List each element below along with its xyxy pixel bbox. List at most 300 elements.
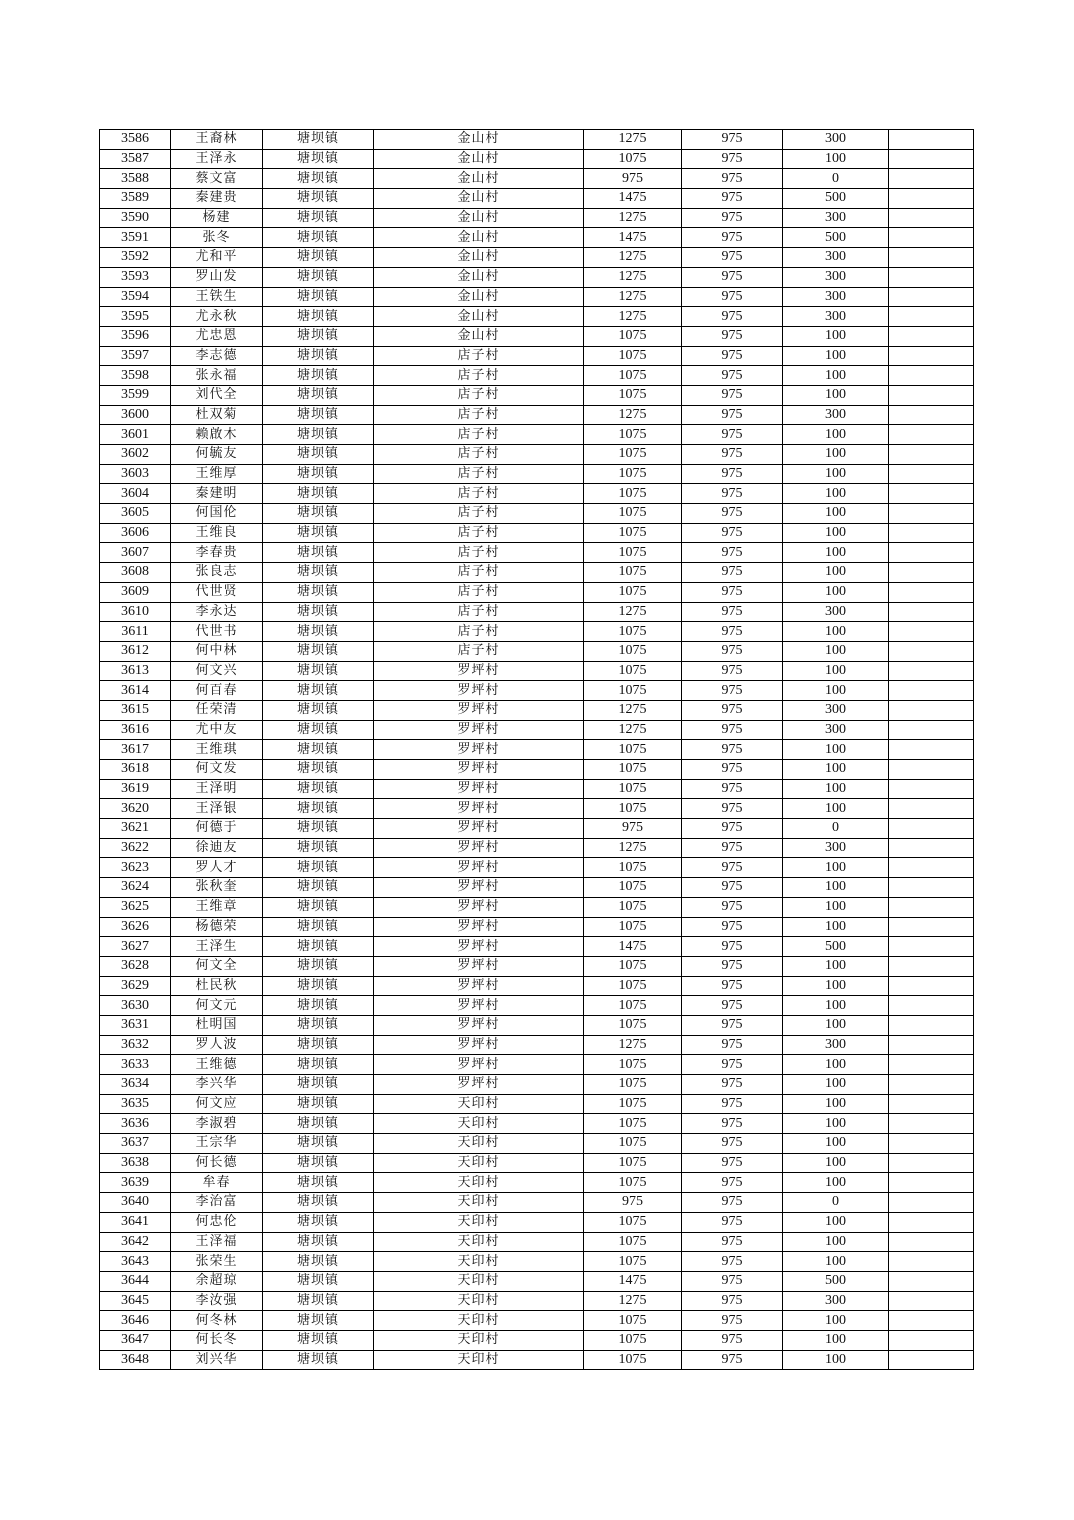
cell-amount-base: 975 bbox=[682, 307, 783, 327]
cell-amount-difference: 0 bbox=[783, 169, 889, 189]
cell-name: 李淑碧 bbox=[171, 1114, 263, 1134]
cell-row-number: 3604 bbox=[100, 484, 171, 504]
cell-remark bbox=[889, 425, 974, 445]
cell-amount-base: 975 bbox=[682, 445, 783, 465]
cell-town: 塘坝镇 bbox=[263, 405, 374, 425]
cell-remark bbox=[889, 1075, 974, 1095]
cell-village: 金山村 bbox=[374, 169, 584, 189]
cell-remark bbox=[889, 307, 974, 327]
cell-remark bbox=[889, 681, 974, 701]
cell-name: 何文兴 bbox=[171, 661, 263, 681]
cell-row-number: 3647 bbox=[100, 1330, 171, 1350]
table-row bbox=[100, 720, 974, 740]
cell-amount-difference: 500 bbox=[783, 189, 889, 209]
cell-name: 尤忠恩 bbox=[171, 326, 263, 346]
cell-amount-difference: 300 bbox=[783, 700, 889, 720]
cell-town: 塘坝镇 bbox=[263, 641, 374, 661]
cell-amount-difference: 300 bbox=[783, 602, 889, 622]
cell-row-number: 3629 bbox=[100, 976, 171, 996]
cell-village: 店子村 bbox=[374, 504, 584, 524]
cell-name: 李治富 bbox=[171, 1193, 263, 1213]
table-row bbox=[100, 819, 974, 839]
cell-amount-total: 1275 bbox=[584, 602, 682, 622]
cell-name: 杨德荣 bbox=[171, 917, 263, 937]
cell-town: 塘坝镇 bbox=[263, 917, 374, 937]
cell-row-number: 3601 bbox=[100, 425, 171, 445]
cell-amount-difference: 100 bbox=[783, 779, 889, 799]
cell-name: 王维德 bbox=[171, 1055, 263, 1075]
cell-row-number: 3630 bbox=[100, 996, 171, 1016]
cell-village: 天印村 bbox=[374, 1212, 584, 1232]
cell-row-number: 3623 bbox=[100, 858, 171, 878]
cell-name: 李永达 bbox=[171, 602, 263, 622]
table-row bbox=[100, 1094, 974, 1114]
cell-amount-difference: 100 bbox=[783, 1252, 889, 1272]
cell-amount-base: 975 bbox=[682, 1173, 783, 1193]
table-row bbox=[100, 1075, 974, 1095]
cell-amount-total: 1075 bbox=[584, 799, 682, 819]
cell-remark bbox=[889, 976, 974, 996]
cell-remark bbox=[889, 1193, 974, 1213]
cell-row-number: 3597 bbox=[100, 346, 171, 366]
cell-name: 张良志 bbox=[171, 563, 263, 583]
cell-amount-difference: 300 bbox=[783, 1291, 889, 1311]
cell-village: 罗坪村 bbox=[374, 779, 584, 799]
cell-amount-base: 975 bbox=[682, 464, 783, 484]
cell-town: 塘坝镇 bbox=[263, 1350, 374, 1370]
cell-row-number: 3622 bbox=[100, 838, 171, 858]
cell-remark bbox=[889, 1134, 974, 1154]
cell-row-number: 3618 bbox=[100, 760, 171, 780]
cell-remark bbox=[889, 1055, 974, 1075]
cell-amount-total: 1275 bbox=[584, 405, 682, 425]
cell-row-number: 3637 bbox=[100, 1134, 171, 1154]
table-row bbox=[100, 700, 974, 720]
cell-amount-total: 1075 bbox=[584, 1311, 682, 1331]
cell-amount-base: 975 bbox=[682, 1094, 783, 1114]
cell-village: 金山村 bbox=[374, 267, 584, 287]
cell-name: 何长冬 bbox=[171, 1330, 263, 1350]
cell-amount-difference: 300 bbox=[783, 287, 889, 307]
cell-row-number: 3589 bbox=[100, 189, 171, 209]
cell-row-number: 3603 bbox=[100, 464, 171, 484]
cell-amount-total: 1075 bbox=[584, 681, 682, 701]
cell-amount-difference: 100 bbox=[783, 858, 889, 878]
cell-name: 王泽明 bbox=[171, 779, 263, 799]
cell-name: 何毓友 bbox=[171, 445, 263, 465]
cell-row-number: 3626 bbox=[100, 917, 171, 937]
cell-row-number: 3588 bbox=[100, 169, 171, 189]
cell-village: 店子村 bbox=[374, 582, 584, 602]
cell-amount-difference: 500 bbox=[783, 1271, 889, 1291]
table-row bbox=[100, 760, 974, 780]
table-row bbox=[100, 878, 974, 898]
cell-town: 塘坝镇 bbox=[263, 1193, 374, 1213]
cell-amount-base: 975 bbox=[682, 878, 783, 898]
table-row bbox=[100, 130, 974, 150]
cell-town: 塘坝镇 bbox=[263, 248, 374, 268]
cell-name: 王泽生 bbox=[171, 937, 263, 957]
cell-town: 塘坝镇 bbox=[263, 976, 374, 996]
cell-town: 塘坝镇 bbox=[263, 1311, 374, 1331]
cell-town: 塘坝镇 bbox=[263, 464, 374, 484]
cell-row-number: 3612 bbox=[100, 641, 171, 661]
cell-amount-difference: 300 bbox=[783, 248, 889, 268]
cell-amount-difference: 100 bbox=[783, 326, 889, 346]
cell-amount-total: 1075 bbox=[584, 543, 682, 563]
table-row bbox=[100, 425, 974, 445]
cell-village: 金山村 bbox=[374, 326, 584, 346]
cell-amount-difference: 100 bbox=[783, 484, 889, 504]
cell-amount-base: 975 bbox=[682, 779, 783, 799]
table-row bbox=[100, 149, 974, 169]
cell-village: 店子村 bbox=[374, 622, 584, 642]
cell-remark bbox=[889, 523, 974, 543]
cell-row-number: 3640 bbox=[100, 1193, 171, 1213]
cell-amount-total: 1075 bbox=[584, 897, 682, 917]
cell-name: 罗山发 bbox=[171, 267, 263, 287]
cell-village: 店子村 bbox=[374, 425, 584, 445]
cell-amount-difference: 100 bbox=[783, 445, 889, 465]
cell-amount-difference: 100 bbox=[783, 1075, 889, 1095]
cell-name: 余超琼 bbox=[171, 1271, 263, 1291]
cell-village: 罗坪村 bbox=[374, 1015, 584, 1035]
table-row bbox=[100, 917, 974, 937]
cell-remark bbox=[889, 1291, 974, 1311]
cell-amount-base: 975 bbox=[682, 1035, 783, 1055]
cell-row-number: 3643 bbox=[100, 1252, 171, 1272]
cell-amount-base: 975 bbox=[682, 582, 783, 602]
cell-village: 罗坪村 bbox=[374, 1035, 584, 1055]
cell-village: 店子村 bbox=[374, 484, 584, 504]
cell-amount-total: 1075 bbox=[584, 385, 682, 405]
cell-amount-total: 1475 bbox=[584, 937, 682, 957]
cell-town: 塘坝镇 bbox=[263, 779, 374, 799]
cell-remark bbox=[889, 1232, 974, 1252]
cell-name: 王泽永 bbox=[171, 149, 263, 169]
cell-town: 塘坝镇 bbox=[263, 1153, 374, 1173]
cell-remark bbox=[889, 385, 974, 405]
cell-row-number: 3628 bbox=[100, 956, 171, 976]
cell-remark bbox=[889, 1035, 974, 1055]
cell-town: 塘坝镇 bbox=[263, 700, 374, 720]
cell-town: 塘坝镇 bbox=[263, 1271, 374, 1291]
cell-amount-difference: 100 bbox=[783, 523, 889, 543]
cell-amount-total: 1075 bbox=[584, 858, 682, 878]
cell-town: 塘坝镇 bbox=[263, 1015, 374, 1035]
cell-row-number: 3587 bbox=[100, 149, 171, 169]
cell-amount-total: 1275 bbox=[584, 267, 682, 287]
cell-amount-base: 975 bbox=[682, 1015, 783, 1035]
cell-village: 天印村 bbox=[374, 1271, 584, 1291]
cell-name: 任荣清 bbox=[171, 700, 263, 720]
cell-remark bbox=[889, 996, 974, 1016]
cell-amount-difference: 100 bbox=[783, 1350, 889, 1370]
cell-remark bbox=[889, 464, 974, 484]
cell-row-number: 3592 bbox=[100, 248, 171, 268]
cell-amount-total: 1075 bbox=[584, 996, 682, 1016]
cell-amount-difference: 300 bbox=[783, 208, 889, 228]
cell-village: 天印村 bbox=[374, 1153, 584, 1173]
cell-amount-total: 1075 bbox=[584, 563, 682, 583]
cell-amount-difference: 0 bbox=[783, 1193, 889, 1213]
cell-remark bbox=[889, 326, 974, 346]
table-row bbox=[100, 543, 974, 563]
cell-amount-total: 1275 bbox=[584, 248, 682, 268]
cell-village: 金山村 bbox=[374, 130, 584, 150]
cell-name: 王维良 bbox=[171, 523, 263, 543]
table-row bbox=[100, 976, 974, 996]
cell-amount-total: 1075 bbox=[584, 956, 682, 976]
cell-village: 罗坪村 bbox=[374, 819, 584, 839]
cell-village: 店子村 bbox=[374, 464, 584, 484]
cell-name: 蔡文富 bbox=[171, 169, 263, 189]
cell-remark bbox=[889, 878, 974, 898]
cell-row-number: 3615 bbox=[100, 700, 171, 720]
cell-remark bbox=[889, 504, 974, 524]
cell-amount-total: 1275 bbox=[584, 838, 682, 858]
table-row bbox=[100, 1193, 974, 1213]
cell-town: 塘坝镇 bbox=[263, 149, 374, 169]
cell-town: 塘坝镇 bbox=[263, 582, 374, 602]
cell-village: 罗坪村 bbox=[374, 740, 584, 760]
table-row bbox=[100, 641, 974, 661]
cell-village: 罗坪村 bbox=[374, 878, 584, 898]
table-row bbox=[100, 779, 974, 799]
cell-amount-base: 975 bbox=[682, 917, 783, 937]
cell-remark bbox=[889, 366, 974, 386]
cell-town: 塘坝镇 bbox=[263, 445, 374, 465]
cell-row-number: 3627 bbox=[100, 937, 171, 957]
cell-row-number: 3614 bbox=[100, 681, 171, 701]
cell-town: 塘坝镇 bbox=[263, 130, 374, 150]
table-row bbox=[100, 1252, 974, 1272]
cell-remark bbox=[889, 760, 974, 780]
cell-row-number: 3621 bbox=[100, 819, 171, 839]
cell-village: 罗坪村 bbox=[374, 700, 584, 720]
cell-amount-total: 1075 bbox=[584, 878, 682, 898]
cell-town: 塘坝镇 bbox=[263, 425, 374, 445]
cell-amount-total: 1275 bbox=[584, 208, 682, 228]
cell-village: 罗坪村 bbox=[374, 917, 584, 937]
cell-town: 塘坝镇 bbox=[263, 1330, 374, 1350]
cell-amount-difference: 100 bbox=[783, 641, 889, 661]
cell-row-number: 3600 bbox=[100, 405, 171, 425]
cell-amount-total: 975 bbox=[584, 1193, 682, 1213]
cell-row-number: 3648 bbox=[100, 1350, 171, 1370]
cell-row-number: 3625 bbox=[100, 897, 171, 917]
cell-village: 天印村 bbox=[374, 1291, 584, 1311]
cell-remark bbox=[889, 543, 974, 563]
cell-remark bbox=[889, 779, 974, 799]
table-row bbox=[100, 1330, 974, 1350]
cell-amount-base: 975 bbox=[682, 326, 783, 346]
cell-amount-total: 1075 bbox=[584, 1350, 682, 1370]
cell-amount-base: 975 bbox=[682, 681, 783, 701]
cell-amount-base: 975 bbox=[682, 169, 783, 189]
cell-amount-total: 1275 bbox=[584, 307, 682, 327]
cell-amount-total: 1075 bbox=[584, 326, 682, 346]
cell-amount-total: 975 bbox=[584, 819, 682, 839]
cell-amount-total: 1275 bbox=[584, 720, 682, 740]
cell-village: 罗坪村 bbox=[374, 720, 584, 740]
cell-amount-total: 1075 bbox=[584, 464, 682, 484]
table-row bbox=[100, 385, 974, 405]
cell-name: 李春贵 bbox=[171, 543, 263, 563]
cell-town: 塘坝镇 bbox=[263, 543, 374, 563]
cell-row-number: 3639 bbox=[100, 1173, 171, 1193]
cell-amount-total: 1475 bbox=[584, 1271, 682, 1291]
cell-amount-base: 975 bbox=[682, 602, 783, 622]
cell-amount-difference: 100 bbox=[783, 1330, 889, 1350]
cell-amount-total: 1075 bbox=[584, 740, 682, 760]
cell-name: 杜民秋 bbox=[171, 976, 263, 996]
cell-row-number: 3641 bbox=[100, 1212, 171, 1232]
cell-amount-difference: 100 bbox=[783, 956, 889, 976]
cell-village: 天印村 bbox=[374, 1134, 584, 1154]
cell-village: 天印村 bbox=[374, 1193, 584, 1213]
cell-amount-base: 975 bbox=[682, 1311, 783, 1331]
cell-amount-difference: 100 bbox=[783, 740, 889, 760]
cell-amount-total: 1075 bbox=[584, 641, 682, 661]
cell-name: 张秋奎 bbox=[171, 878, 263, 898]
cell-town: 塘坝镇 bbox=[263, 681, 374, 701]
table-row bbox=[100, 838, 974, 858]
cell-town: 塘坝镇 bbox=[263, 1291, 374, 1311]
table-row bbox=[100, 523, 974, 543]
cell-amount-base: 975 bbox=[682, 385, 783, 405]
cell-town: 塘坝镇 bbox=[263, 1035, 374, 1055]
table-row bbox=[100, 1134, 974, 1154]
table-row bbox=[100, 445, 974, 465]
cell-amount-base: 975 bbox=[682, 1153, 783, 1173]
table-row bbox=[100, 346, 974, 366]
table-row bbox=[100, 1311, 974, 1331]
cell-name: 王维章 bbox=[171, 897, 263, 917]
cell-amount-total: 975 bbox=[584, 169, 682, 189]
cell-row-number: 3644 bbox=[100, 1271, 171, 1291]
cell-amount-base: 975 bbox=[682, 1330, 783, 1350]
cell-town: 塘坝镇 bbox=[263, 956, 374, 976]
cell-amount-total: 1475 bbox=[584, 189, 682, 209]
cell-remark bbox=[889, 799, 974, 819]
cell-name: 何文发 bbox=[171, 760, 263, 780]
cell-town: 塘坝镇 bbox=[263, 1252, 374, 1272]
cell-row-number: 3632 bbox=[100, 1035, 171, 1055]
cell-remark bbox=[889, 661, 974, 681]
cell-village: 店子村 bbox=[374, 602, 584, 622]
cell-amount-base: 975 bbox=[682, 248, 783, 268]
table-row bbox=[100, 740, 974, 760]
cell-village: 罗坪村 bbox=[374, 1075, 584, 1095]
cell-name: 尤永秋 bbox=[171, 307, 263, 327]
cell-remark bbox=[889, 267, 974, 287]
cell-town: 塘坝镇 bbox=[263, 838, 374, 858]
cell-row-number: 3605 bbox=[100, 504, 171, 524]
cell-town: 塘坝镇 bbox=[263, 799, 374, 819]
table-row bbox=[100, 897, 974, 917]
cell-town: 塘坝镇 bbox=[263, 996, 374, 1016]
cell-village: 天印村 bbox=[374, 1232, 584, 1252]
table-row bbox=[100, 1055, 974, 1075]
cell-amount-base: 975 bbox=[682, 504, 783, 524]
cell-town: 塘坝镇 bbox=[263, 208, 374, 228]
cell-village: 店子村 bbox=[374, 346, 584, 366]
cell-town: 塘坝镇 bbox=[263, 189, 374, 209]
cell-village: 罗坪村 bbox=[374, 760, 584, 780]
cell-village: 金山村 bbox=[374, 149, 584, 169]
cell-amount-base: 975 bbox=[682, 996, 783, 1016]
table-row bbox=[100, 622, 974, 642]
cell-town: 塘坝镇 bbox=[263, 819, 374, 839]
cell-amount-base: 975 bbox=[682, 543, 783, 563]
cell-town: 塘坝镇 bbox=[263, 878, 374, 898]
cell-row-number: 3602 bbox=[100, 445, 171, 465]
cell-amount-total: 1075 bbox=[584, 1075, 682, 1095]
cell-remark bbox=[889, 700, 974, 720]
cell-amount-base: 975 bbox=[682, 700, 783, 720]
cell-name: 刘兴华 bbox=[171, 1350, 263, 1370]
cell-amount-base: 975 bbox=[682, 189, 783, 209]
cell-amount-difference: 100 bbox=[783, 1311, 889, 1331]
cell-row-number: 3595 bbox=[100, 307, 171, 327]
table-row bbox=[100, 366, 974, 386]
cell-town: 塘坝镇 bbox=[263, 484, 374, 504]
cell-name: 何文元 bbox=[171, 996, 263, 1016]
cell-village: 店子村 bbox=[374, 366, 584, 386]
table-row bbox=[100, 1271, 974, 1291]
table-row bbox=[100, 1153, 974, 1173]
cell-amount-difference: 100 bbox=[783, 543, 889, 563]
cell-name: 罗人波 bbox=[171, 1035, 263, 1055]
cell-amount-base: 975 bbox=[682, 1232, 783, 1252]
cell-amount-difference: 100 bbox=[783, 425, 889, 445]
cell-row-number: 3634 bbox=[100, 1075, 171, 1095]
cell-amount-total: 1475 bbox=[584, 228, 682, 248]
cell-amount-difference: 500 bbox=[783, 228, 889, 248]
cell-town: 塘坝镇 bbox=[263, 1094, 374, 1114]
table-row bbox=[100, 1035, 974, 1055]
cell-row-number: 3609 bbox=[100, 582, 171, 602]
cell-amount-difference: 100 bbox=[783, 1015, 889, 1035]
cell-remark bbox=[889, 1015, 974, 1035]
cell-town: 塘坝镇 bbox=[263, 169, 374, 189]
cell-amount-base: 975 bbox=[682, 228, 783, 248]
cell-name: 秦建贵 bbox=[171, 189, 263, 209]
cell-name: 王泽银 bbox=[171, 799, 263, 819]
cell-name: 李汝强 bbox=[171, 1291, 263, 1311]
cell-amount-base: 975 bbox=[682, 149, 783, 169]
cell-remark bbox=[889, 622, 974, 642]
cell-row-number: 3646 bbox=[100, 1311, 171, 1331]
cell-amount-total: 1075 bbox=[584, 346, 682, 366]
cell-remark bbox=[889, 130, 974, 150]
cell-name: 刘代全 bbox=[171, 385, 263, 405]
cell-name: 王维琪 bbox=[171, 740, 263, 760]
cell-amount-total: 1075 bbox=[584, 1114, 682, 1134]
cell-remark bbox=[889, 1212, 974, 1232]
cell-town: 塘坝镇 bbox=[263, 1114, 374, 1134]
cell-amount-base: 975 bbox=[682, 287, 783, 307]
cell-amount-difference: 100 bbox=[783, 366, 889, 386]
cell-name: 张荣生 bbox=[171, 1252, 263, 1272]
table-row bbox=[100, 563, 974, 583]
cell-row-number: 3616 bbox=[100, 720, 171, 740]
cell-village: 金山村 bbox=[374, 228, 584, 248]
cell-village: 天印村 bbox=[374, 1252, 584, 1272]
cell-amount-total: 1075 bbox=[584, 504, 682, 524]
table-row bbox=[100, 1015, 974, 1035]
